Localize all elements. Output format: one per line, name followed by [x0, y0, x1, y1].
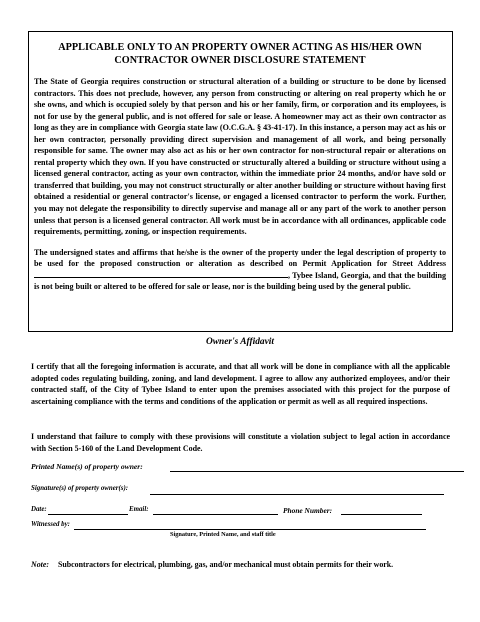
owners-affidavit-heading: Owner's Affidavit: [206, 337, 274, 347]
subcontractor-note: [31, 560, 393, 569]
witness-caption: Signature, Printed Name, and staff title: [170, 531, 276, 538]
phone-label: Phone Number:: [283, 506, 333, 515]
disclosure-paragraph-2: [34, 247, 446, 293]
email-label-wrap: [129, 506, 149, 513]
email-label: Email:: [129, 506, 149, 513]
signatures-label: Signature(s) of property owner(s):: [31, 485, 129, 492]
disclosure-title-line-2: CONTRACTOR OWNER DISCLOSURE STATEMENT: [114, 54, 366, 66]
understand-paragraph: I understand that failure to comply with these provisions will constitute a violation subject to legal action in accordance with Section 5-160 of the Land Development Code.: [31, 432, 450, 453]
disclosure-paragraph-2-end: Tybee Island, Georgia, and that the building is not being built or altered to be offered for sale or lease, nor is the building being used by the general public.: [34, 270, 446, 292]
disclosure-title-line-1: APPLICABLE ONLY TO AN PROPERTY OWNER ACTING AS HIS/HER OWN: [58, 42, 422, 53]
signatures-field[interactable]: [150, 494, 444, 495]
witnessed-field[interactable]: [74, 529, 426, 530]
date-email-phone-row: [31, 506, 451, 513]
date-label: Date:: [31, 506, 47, 513]
signatures-row: [31, 485, 451, 492]
disclosure-paragraph-1: The State of Georgia requires construction or structural alteration of a building or structure to be done by licensed contractors. This does not preclude, however, any person from constructing or altering on real property which he or she owns, and which is occupied solely by that person and his or her family, firm, or corporation and its employees, is not for use by the general public, and is not offered for sale or lease. A homeowner may act as their own contractor as long as they are in compliance with Georgia state law (O.C.G.A. § 43-41-17). In this instance, a person may act as his or her own contractor, personally providing direct supervision and management of all work, and being personally responsible for same. The owner may also act as his or her own contractor for non-structural repair or alterations on rental property which they own. If you have constructed or structurally altered a building or structure without using a licensed general contractor, acting as your own contractor, within the immediate prior 24 months, and/or have sold or transferred that building, you may not construct structurally or alter another building or structure without having first obtained a residential or general contractor's license, or engaged a licensed contractor to perform the work. Further, you may not delegate the responsibility to directly supervise and manage all or any part of the work to another person unless that person is a licensed general contractor. All work must be in accordance with all ordinances, applicable code requirements, permitting, zoning, or inspection requirements.: [34, 77, 446, 237]
printed-names-row: [31, 462, 451, 471]
disclosure-box: [28, 31, 453, 332]
printed-names-field[interactable]: [170, 471, 464, 472]
note-label: Note:: [31, 560, 49, 569]
phone-field[interactable]: [341, 514, 422, 515]
note-text: Subcontractors for electrical, plumbing, gas, and/or mechanical must obtain permits for their work.: [57, 560, 394, 569]
phone-label-wrap: [283, 506, 332, 515]
disclosure-paragraph-2-text: The undersigned states and affirms that he/she is the owner of the property under the legal description of property to be used for the proposed construction or alteration as described on Permit Application for Street Address: [34, 247, 446, 269]
email-field[interactable]: [153, 514, 278, 515]
disclosure-title: [34, 42, 446, 67]
date-field[interactable]: [48, 514, 128, 515]
street-address-field[interactable]: [34, 270, 291, 280]
certify-paragraph: I certify that all the foregoing information is accurate, and that all work will be done in compliance with all the applicable adopted codes regulating building, zoning, and land development. I agree to allow any authorized employees, and/or their contracted staff, of the City of Tybee Island to enter upon the premises associated with this project for the purpose of ascertaining compliance with the terms and conditions of the application or permit as well as all required inspections.: [31, 362, 450, 406]
printed-names-label: Printed Name(s) of property owner:: [31, 462, 143, 471]
witnessed-row: [31, 521, 451, 528]
street-address-comma: ,: [288, 270, 291, 280]
witnessed-label: Witnessed by:: [31, 521, 70, 528]
